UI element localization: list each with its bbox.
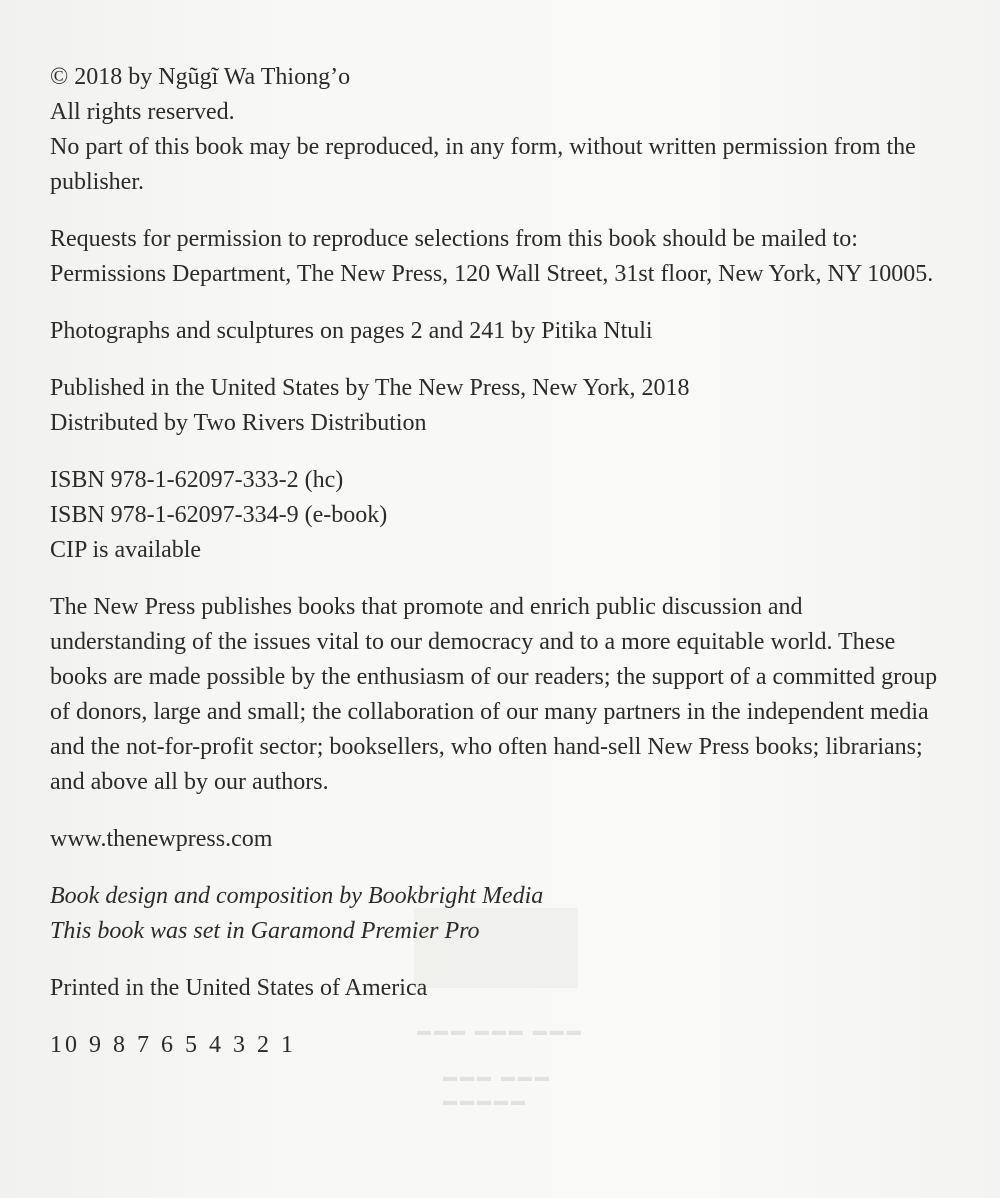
show-through-text: ▬▬▬▬▬ xyxy=(440,1092,525,1108)
website-block xyxy=(50,822,940,857)
design-block xyxy=(50,879,940,949)
printed-block xyxy=(50,971,940,1006)
isbn-block xyxy=(50,463,940,568)
permissions-text: Requests for permission to reproduce selections from this book should be mailed to: Permissions Department, The New Press, 120 Wall Street, 31st floor, New York, NY 10005. xyxy=(50,226,934,287)
printing-line-block xyxy=(50,1028,940,1063)
show-through-text: ▬▬▬ ▬▬▬ ▬▬▬ xyxy=(414,1022,581,1038)
website-link[interactable]: www.thenewpress.com xyxy=(50,826,273,852)
design-line: Book design and composition by Bookbright Media xyxy=(50,883,544,909)
photo-credit-block xyxy=(50,314,940,349)
copyright-text xyxy=(50,60,940,1085)
isbn-ebook: ISBN 978-1-62097-334-9 (e-book) xyxy=(50,502,388,528)
published-line: Published in the United States by The New Press, New York, 2018 xyxy=(50,375,690,401)
rights-line: All rights reserved. xyxy=(50,99,235,125)
printing-line: 10 9 8 7 6 5 4 3 2 1 xyxy=(50,1032,296,1058)
typeface-line: This book was set in Garamond Premier Pro xyxy=(50,918,480,944)
printed-line: Printed in the United States of America xyxy=(50,975,428,1001)
publication-block xyxy=(50,371,940,441)
photo-credit: Photographs and sculptures on pages 2 and 241 by Pitika Ntuli xyxy=(50,318,653,344)
copyright-block xyxy=(50,60,940,200)
distributed-line: Distributed by Two Rivers Distribution xyxy=(50,410,427,436)
reproduction-line: No part of this book may be reproduced, in any form, without written permission from the publisher. xyxy=(50,134,916,195)
mission-statement: The New Press publishes books that promote and enrich public discussion and understanding of the issues vital to our democracy and to a more equitable world. These books are made possible by the enthusiasm of our readers; the support of a committed group of donors, large and small; the collaboration of our many partners in the independent media and the not-for-profit sector; booksellers, who often hand-sell New Press books; librarians; and above all by our authors. xyxy=(50,594,938,795)
copyright-line: © 2018 by Ngũgĩ Wa Thiong’o xyxy=(50,64,351,90)
permissions-block xyxy=(50,222,940,292)
isbn-hardcover: ISBN 978-1-62097-333-2 (hc) xyxy=(50,467,344,493)
mission-block xyxy=(50,590,940,800)
show-through-text: ▬▬▬ ▬▬▬ xyxy=(440,1068,549,1084)
cip-line: CIP is available xyxy=(50,537,202,563)
